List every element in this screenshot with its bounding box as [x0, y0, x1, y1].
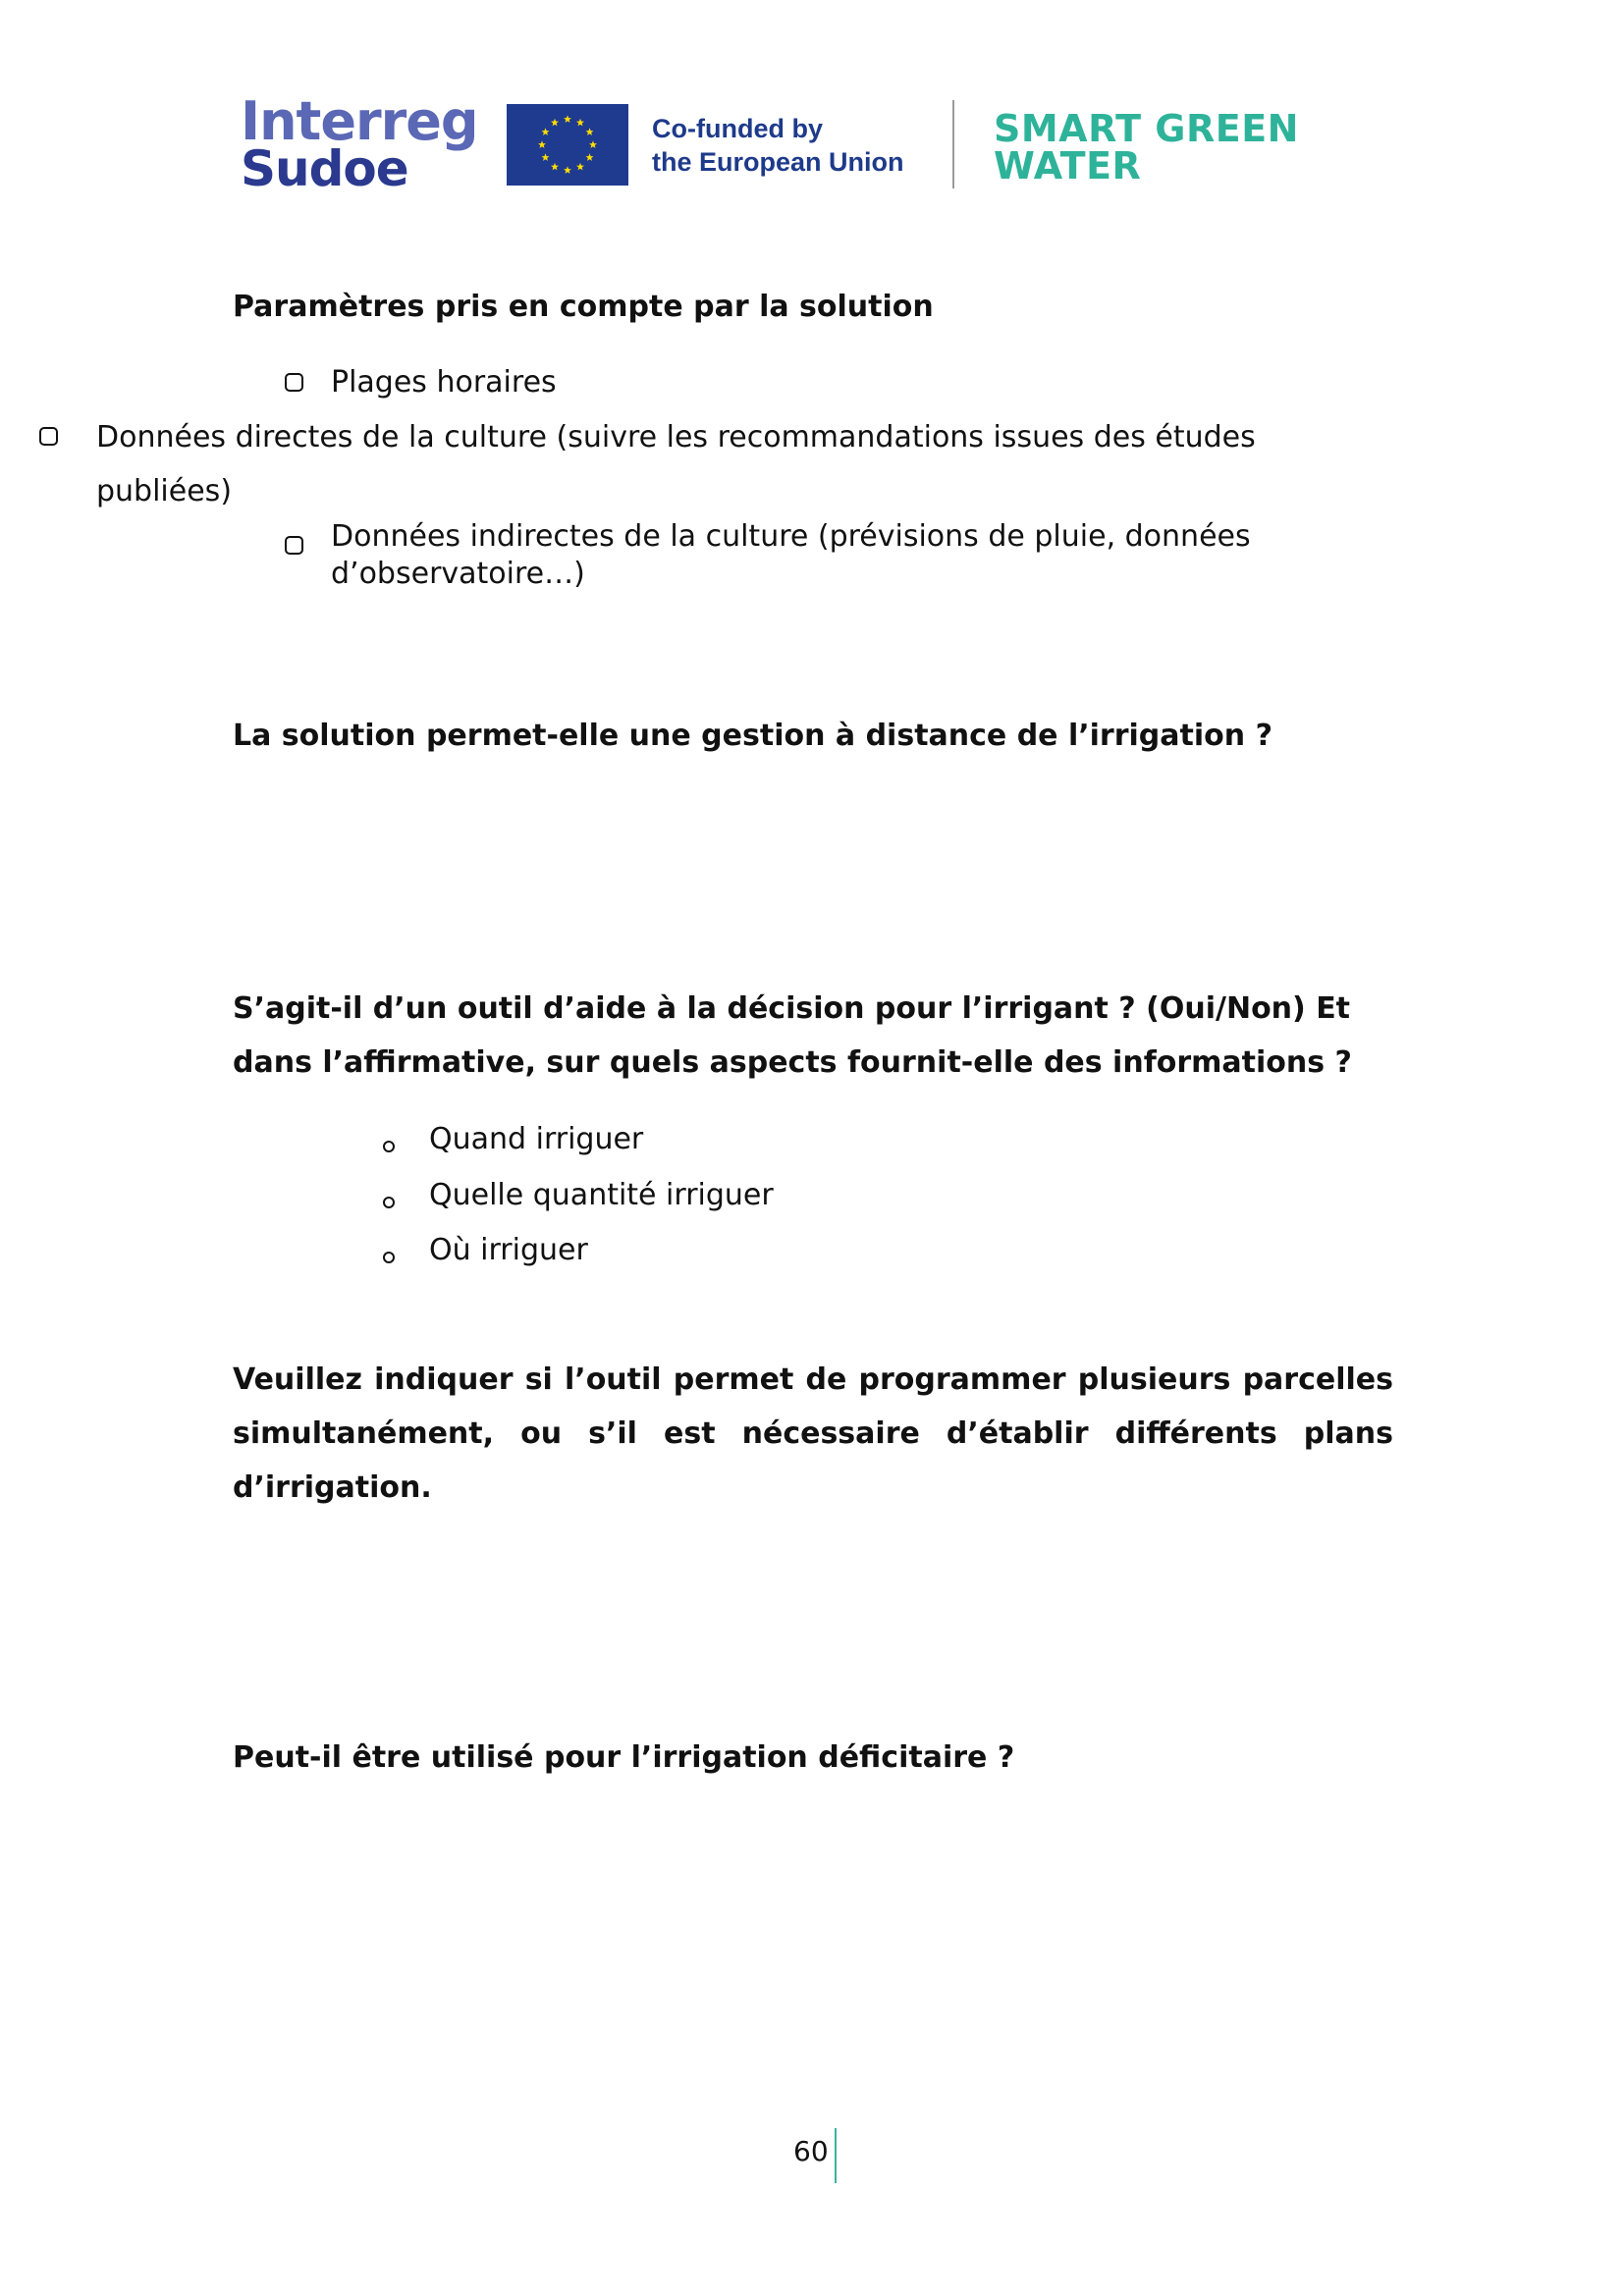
eu-star-icon	[576, 119, 584, 127]
param-item-directes-line2: publiées)	[96, 474, 233, 508]
eu-stars-icon	[507, 104, 628, 186]
param-item-plages: Plages horaires	[331, 365, 557, 400]
decision-heading-line2: dans l’affirmative, sur quels aspects fournit-elle des informations ?	[233, 1045, 1352, 1080]
bullet-icon	[383, 1249, 395, 1267]
bullet-icon	[383, 1138, 395, 1156]
page-number-bar	[835, 2128, 837, 2183]
decision-item-quantity: Quelle quantité irriguer	[429, 1178, 774, 1212]
checkbox-plages[interactable]	[285, 373, 303, 396]
bullet-icon	[383, 1194, 395, 1212]
eu-star-icon	[551, 163, 559, 171]
checkbox-donnees-indirectes[interactable]	[285, 536, 303, 559]
logo-sudoe-text: Sudoe	[241, 140, 408, 197]
decision-heading-line1: S’agit-il d’un outil d’aide à la décision pour l’irrigant ? (Oui/Non) Et	[233, 991, 1351, 1026]
remote-heading: La solution permet-elle une gestion à distance de l’irrigation ?	[233, 719, 1272, 753]
brand-line-2: WATER	[994, 144, 1142, 187]
deficit-heading: Peut-il être utilisé pour l’irrigation déficitaire ?	[233, 1740, 1015, 1775]
eu-star-icon	[551, 119, 559, 127]
param-item-indirectes-line1: Données indirectes de la culture (prévisions de pluie, données	[331, 519, 1251, 554]
param-item-directes-line1: Données directes de la culture (suivre les recommandations issues des études	[96, 420, 1256, 454]
eu-star-icon	[564, 166, 571, 174]
eu-star-icon	[541, 128, 549, 135]
eu-line-2: the European Union	[652, 147, 904, 177]
brand-line-1: SMART GREEN	[994, 107, 1299, 150]
decision-item-when: Quand irriguer	[429, 1122, 644, 1156]
eu-star-icon	[564, 115, 571, 123]
params-heading: Paramètres pris en compte par la solution	[233, 290, 934, 324]
param-item-indirectes-line2: d’observatoire…)	[331, 557, 585, 591]
header-divider	[952, 100, 954, 188]
eu-line-1: Co-funded by	[652, 114, 823, 143]
eu-star-icon	[538, 140, 546, 148]
page-number: 60	[793, 2135, 829, 2167]
checkbox-donnees-directes[interactable]	[39, 427, 58, 450]
logo-interreg-text: Interreg	[241, 90, 478, 152]
eu-star-icon	[586, 128, 594, 135]
multi-plot-paragraph: Veuillez indiquer si l’outil permet de programmer plusieurs parcelles simultanément, ou s’il est nécessaire d’établir différents plans d’irrigation.	[233, 1362, 1393, 1505]
eu-flag-icon	[507, 104, 628, 186]
checkbox-icon	[285, 373, 303, 392]
interreg-sudoe-logo	[241, 90, 478, 197]
smart-green-water-logo	[994, 107, 1299, 187]
eu-star-icon	[589, 140, 597, 148]
eu-star-icon	[541, 153, 549, 161]
eu-star-icon	[586, 153, 594, 161]
decision-item-where: Où irriguer	[429, 1233, 588, 1267]
eu-cofunded-text	[652, 112, 904, 179]
checkbox-icon	[39, 427, 58, 446]
eu-star-icon	[576, 163, 584, 171]
checkbox-icon	[285, 536, 303, 555]
